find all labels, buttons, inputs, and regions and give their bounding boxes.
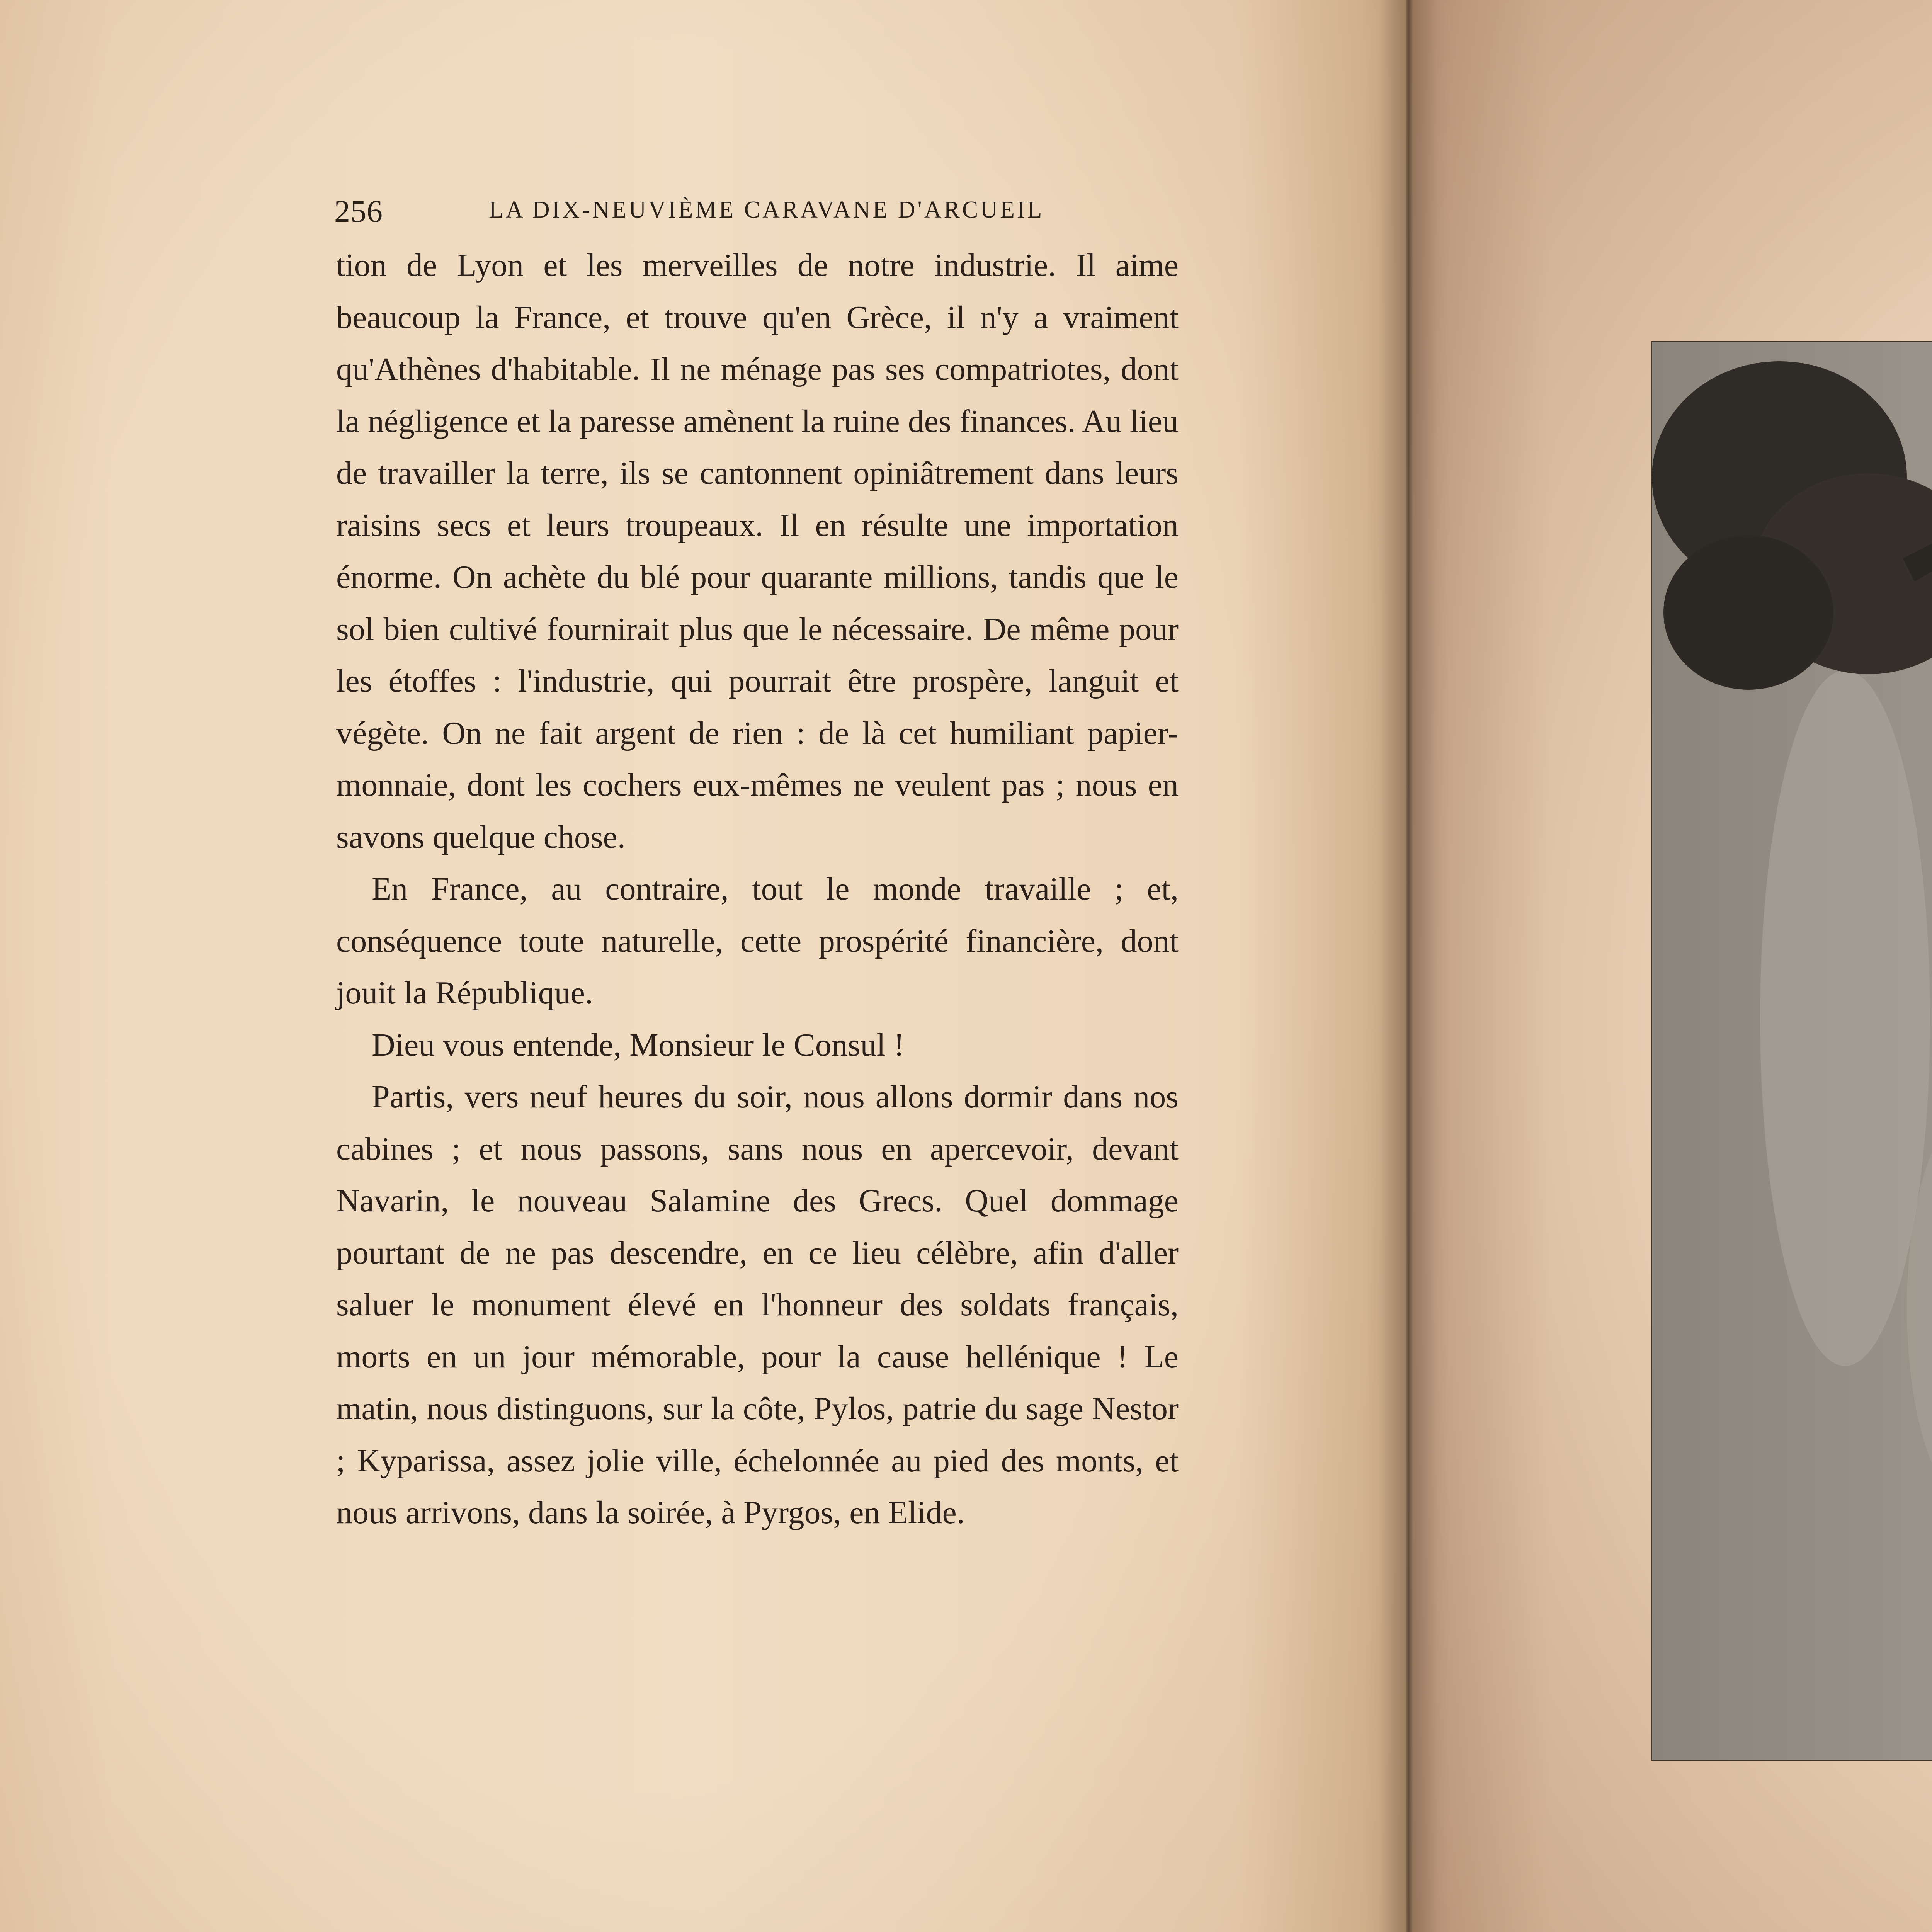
cloud-shape	[1760, 670, 1930, 1366]
running-head-title: LA DIX-NEUVIÈME CARAVANE D'ARCUEIL	[489, 197, 1044, 223]
paragraph-4: Partis, vers neuf heures du soir, nous allons dormir dans nos cabines ; et nous passons, sans nous en apercevoir, devant Navarin, le nouveau Salamine des Grecs. Quel dommage pourtant de ne pas descendre, en ce lieu célèbre, afin d'aller saluer le monument élevé en l'honneur des soldats français, morts en un jour mémorable, pour la cause hellénique ! Le matin, nous distinguons, sur la côte, Pylos, patrie du sage Nestor ; Kyparissa, assez jolie ville, échelonnée au pied des monts, et nous arrivons, dans la soirée, à Pyrgos, en Elide.	[336, 1079, 1179, 1531]
book-gutter	[1379, 0, 1437, 1932]
running-head	[334, 193, 1184, 236]
page-number: 256	[334, 194, 383, 229]
paragraph-2: En France, au contraire, tout le monde travaille ; et, conséquence toute naturelle, cette prospérité financière, dont jouit la République.	[336, 871, 1179, 1011]
ruins-photograph	[1652, 342, 1932, 1760]
photograph-plate	[1652, 342, 1932, 1760]
paragraph-1: tion de Lyon et les merveilles de notre industrie. Il aime beaucoup la France, et trouve qu'en Grèce, il n'y a vraiment qu'Athènes d'habitable. Il ne ménage pas ses compatriotes, dont la négligence et la paresse amènent la ruine des finances. Au lieu de travailler la terre, ils se cantonnent opiniâtrement dans leurs raisins secs et leurs troupeaux. Il en résulte une importation énorme. On achète du blé pour quarante millions, tandis que le sol bien cultivé fournirait plus que le nécessaire. De même pour les étoffes : l'industrie, qui pourrait être prospère, languit et végète. On ne fait argent de rien : de là cet humiliant papier-monnaie, dont les cochers eux-mêmes ne veulent pas ; nous en savons quelque chose.	[336, 247, 1179, 855]
body-text	[336, 240, 1179, 1539]
right-page	[1406, 0, 1932, 1932]
paragraph-3: Dieu vous entende, Monsieur le Consul !	[372, 1027, 905, 1063]
